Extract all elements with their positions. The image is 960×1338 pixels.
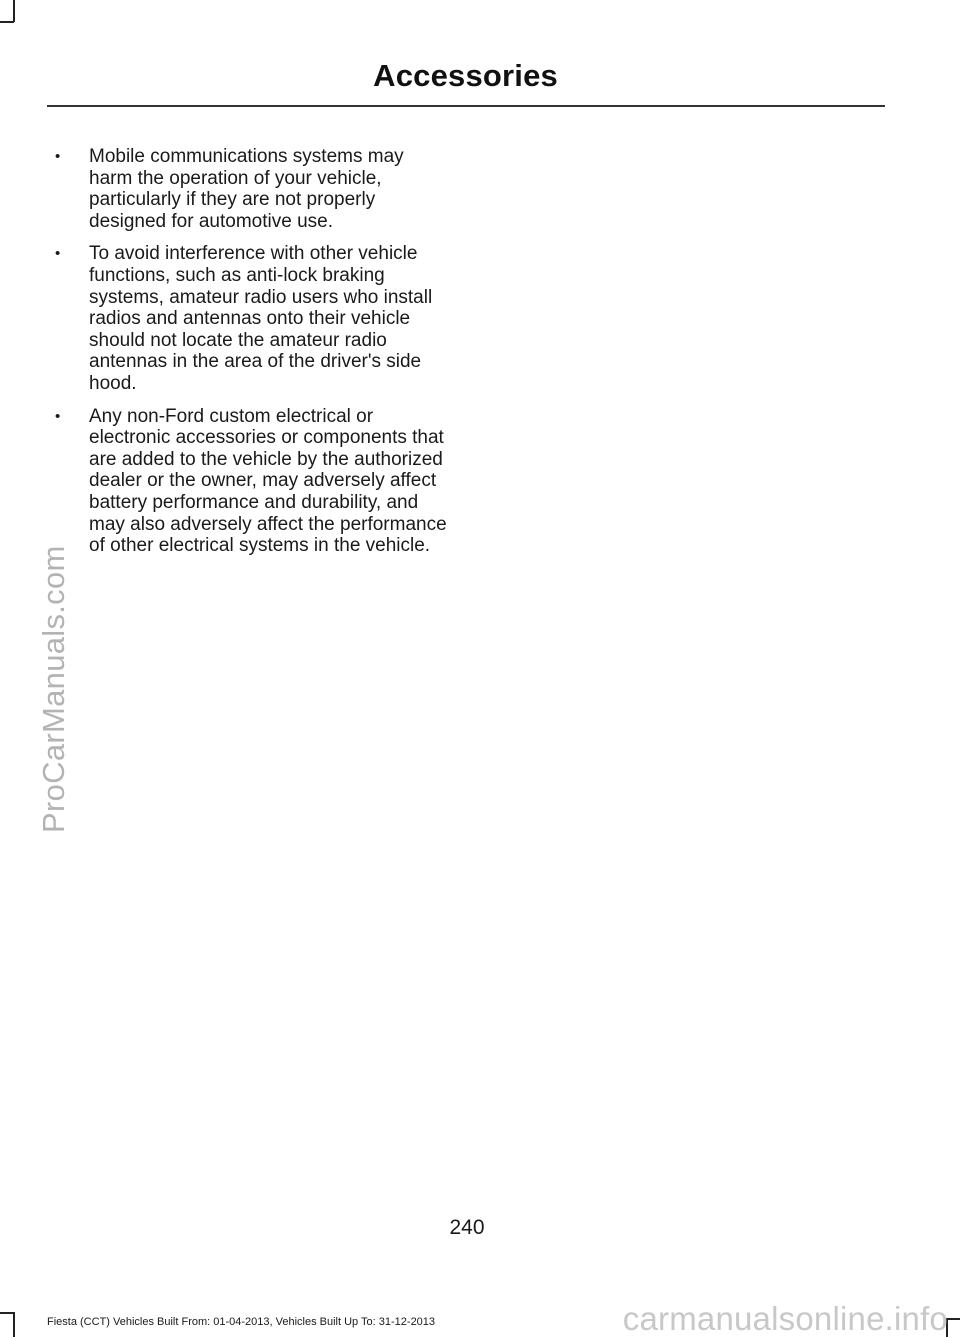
list-item-text: Mobile communications systems may harm the operation of your vehicle, particularly if they are not properly designed for automotive use. [89,146,404,232]
crop-mark [13,0,15,22]
side-watermark: ProCarManuals.com [36,545,71,833]
crop-mark [0,21,14,23]
header-divider [47,105,885,107]
list-item-text: To avoid interference with other vehicle functions, such as anti-lock braking systems, amateur radio users who install radios and antennas onto their vehicle should not locate the amateur radio antennas in the area of the driver's side hood. [89,243,433,394]
bullet-marker: • [55,148,61,165]
crop-mark [13,1312,15,1337]
crop-mark [0,1312,14,1314]
bottom-watermark: carmanualsonline.info [622,1300,948,1337]
list-item [52,243,452,394]
list-item [52,406,452,557]
page-title: Accessories [373,58,558,93]
page-number: 240 [449,1216,485,1239]
footer-text: Fiesta (CCT) Vehicles Built From: 01-04-2013, Vehicles Built Up To: 31-12-2013 [47,1316,436,1328]
bullet-marker: • [55,407,61,425]
list-item-text: Any non-Ford custom electrical or electronic accessories or components that are added to the vehicle by the authorized dealer or the owner, may adversely affect battery performance and durability, and may also adversely affect the performance of other electrical systems in the vehicle. [89,405,447,557]
bullet-list [52,146,452,568]
crop-mark [946,1318,960,1320]
list-item [52,146,452,232]
bullet-marker: • [55,245,61,263]
